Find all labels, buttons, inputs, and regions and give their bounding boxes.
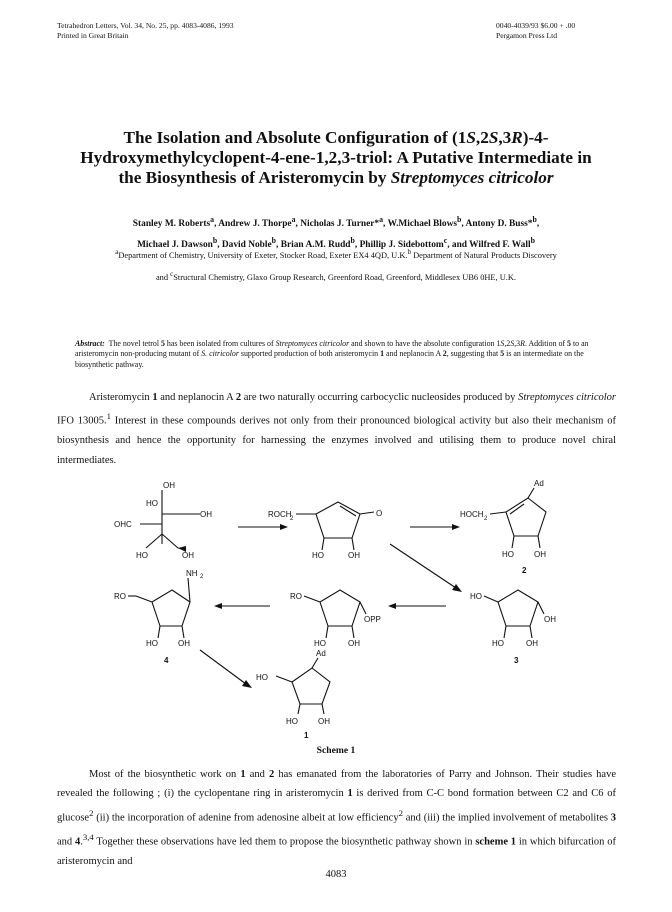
publisher: Pergamon Press Ltd [496,31,558,40]
title-line-3: the Biosynthesis of Aristeromycin by Streptomyces citricolor [118,167,554,187]
label-ho-1a: HO [256,673,268,682]
label-ro-4: RO [114,592,126,601]
affiliation-line-2: and $^c$Structural Chemistry, Glaxo Group Research, Greenford Road, Greenford, Middlesex UB6 0HE, U.K. [155,269,517,282]
label-ketone-o: O [376,509,383,518]
abstract-text: The novel tetrol 5 has been isolated from cultures of Streptomyces citricolor and shown to have the absolute configuration 1S,2S,3R. Addition of 5 to an aristeromycin non-producing mutant of S. citricolor supported production of both aristeromycin 1 and neplanocin A 2, suggesting that 5 is an intermediate on the biosynthetic pathway. [75,339,589,369]
label-roch2-sub: 2 [290,516,294,522]
label-ho-mid: HO [314,639,326,648]
label-ho-a2: HO [136,551,148,560]
compound-number-4: 4 [164,656,169,665]
affiliations [44,243,628,287]
label-ohc: OHC [114,520,132,529]
affiliation-line-1: $^a$Department of Chemistry, University of Exeter, Stocker Road, Exeter EX4 4QD, U.K.$^b$ Department of Natural Products Discovery [115,248,557,260]
paragraph-intro: Aristeromycin 1 and neplanocin A 2 are two naturally occurring carbocyclic nucleosides produced by Streptomyces citricolor IFO 13005.$^1$ Interest in these compounds derives not only from their pronounced biological activity but also their mechanism of biosynthesis and hence the opportunity for harnessing the enzymes involved and utilising them to produce novel chiral intermediates. [57,392,616,466]
label-ho-3a: HO [470,592,482,601]
journal-citation: Tetrahedron Letters, Vol. 34, No. 25, pp. 4083-4086, 1993 [57,21,234,30]
compound-number-3: 3 [514,656,519,665]
label-ho-b: HO [312,551,324,560]
label-opp: OPP [364,615,381,624]
label-oh-1: OH [318,717,330,726]
label-oh-2: OH [534,550,546,559]
label-ho-2: HO [502,550,514,559]
label-oh-a: OH [200,510,212,519]
article-code: 0040-4039/93 $6.00 + .00 [496,21,576,30]
label-nh2: NH [186,569,198,578]
label-ro-mid: RO [290,592,302,601]
label-oh-3: OH [526,639,538,648]
compound-number-1: 1 [304,731,309,740]
title-line-2: Hydroxymethylcyclopent-4-ene-1,2,3-triol: A Putative Intermediate in [80,147,592,167]
page-number: 4083 [325,869,347,880]
compound-number-2: 2 [522,566,527,575]
title-line-1: The Isolation and Absolute Configuration of (1S,2S,3R)-4- [123,128,549,147]
label-roch2: ROCH [268,510,292,519]
author-line-2: Michael J. Dawson$^b$, David Noble$^b$, Brian A.M. Rudd$^b$, Phillip J. Sidebottom$^c$, and Wilfred F. Wall$^b$ [137,235,535,250]
label-ho-4: HO [146,639,158,648]
label-oh-a2: OH [182,551,194,560]
label-oh-4: OH [178,639,190,648]
label-oh-mid: OH [348,639,360,648]
label-ho-1: HO [286,717,298,726]
paragraph-biosynthesis: Most of the biosynthetic work on 1 and 2 has emanated from the laboratories of Parry and Johnson. Their studies have revealed the following ; (i) the cyclopentane ring in aristeromycin 1 is derived from C-C bond formation between C2 and C6 of glucose$^2$ (ii) the incorporation of adenine from adenosine albeit at low efficiency$^2$ and (iii) the implied involvement of metabolites 3 and 4.$^{3,4}$ Together these observations have led them to propose the biosynthetic pathway shown in scheme 1 in which bifurcation of aristeromycin and [57,769,616,867]
label-oh-b: OH [348,551,360,560]
scheme-caption: Scheme 1 [316,745,356,756]
label-hoch2: HOCH [460,510,484,519]
label-ad-1: Ad [316,649,326,658]
label-hoch2-sub: 2 [484,516,488,522]
author-line-1: Stanley M. Roberts$^a$, Andrew J. Thorpe$^a$, Nicholas J. Turner*$^a$, W.Michael Blows$^b$, Antony D. Buss*$^b$, [132,215,540,230]
abstract [75,339,605,370]
article-title [40,128,632,187]
abstract-label: Abstract: [75,339,105,348]
label-nh2-sub: 2 [200,574,204,580]
label-ho-3: HO [492,639,504,648]
label-oh-top: OH [163,481,175,490]
label-ad-2: Ad [534,479,544,488]
label-ho-a: HO [146,499,158,508]
scheme-1-diagram [90,478,590,740]
printed-in: Printed in Great Britain [57,31,129,40]
label-oh-3a: OH [544,615,556,624]
